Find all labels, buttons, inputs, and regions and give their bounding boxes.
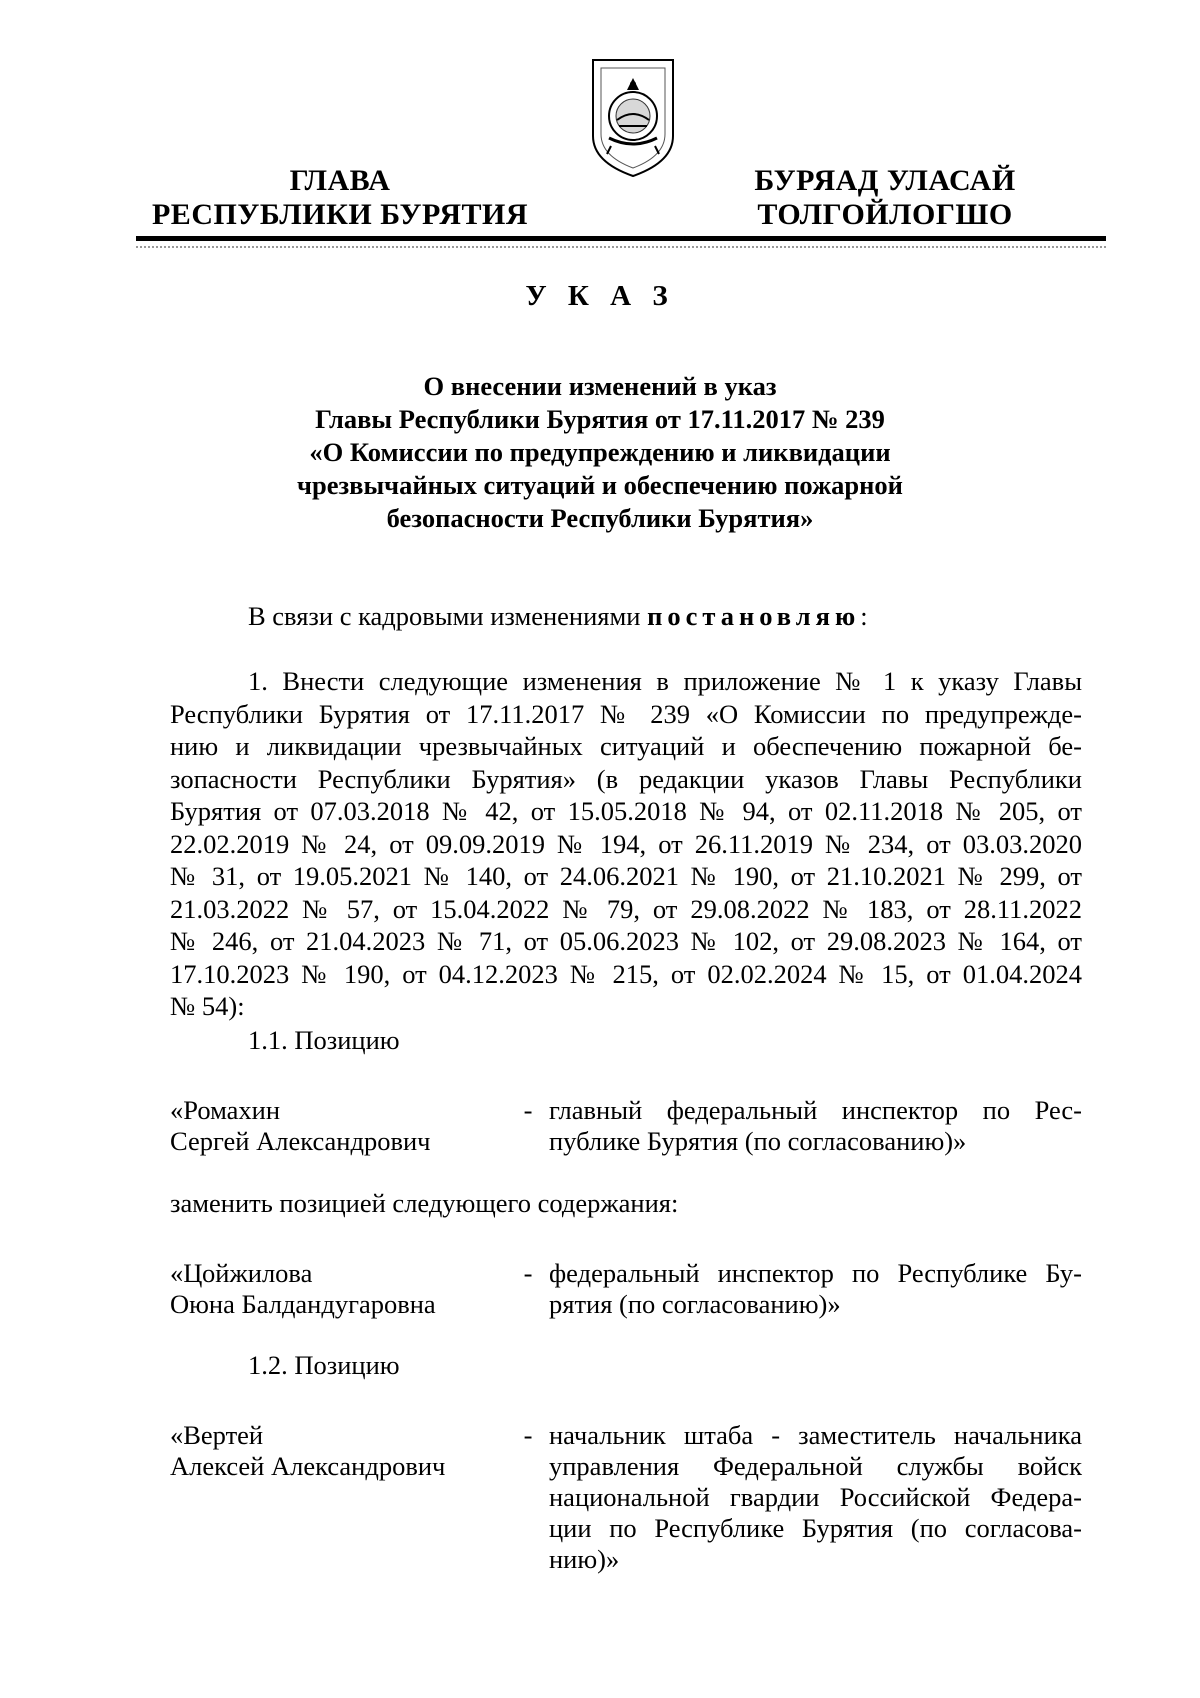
header-left — [140, 164, 540, 232]
position1-old-description — [549, 1095, 1082, 1157]
title-line: чрезвычайных ситуаций и обеспечению пожарной — [297, 470, 903, 500]
paragraph-line: 22.02.2019 № 24, от 09.09.2019 № 194, от 26.11.2019 № 234, от 03.03.2020 — [170, 828, 1082, 859]
paragraph-line: № 246, от 21.04.2023 № 71, от 05.06.2023 № 102, от 29.08.2023 № 164, от — [170, 926, 1082, 956]
position1-old-name — [170, 1095, 500, 1157]
subsection-1-2-label: 1.2. Позицию — [248, 1350, 400, 1380]
description-line: управления Федеральной службы войск — [549, 1451, 1082, 1481]
position2-old-dash: - — [523, 1420, 533, 1450]
paragraph-line: зопасности Республики Бурятия» (в редакции указов Главы Республики — [170, 763, 1082, 794]
position1-old-dash: - — [523, 1095, 533, 1125]
paragraph-line: Бурятия от 07.03.2018 № 42, от 15.05.2018 № 94, от 02.11.2018 № 205, от — [170, 796, 1082, 826]
name-line: Алексей Александрович — [170, 1451, 446, 1481]
title-line: О внесении изменений в указ — [423, 371, 777, 401]
header-right-line2: ТОЛГОЙЛОГШО — [757, 198, 1013, 231]
paragraph-line: 17.10.2023 № 190, от 04.12.2023 № 215, от 02.02.2024 № 15, от 01.04.2024 — [170, 958, 1082, 989]
paragraph-line: нию и ликвидации чрезвычайных ситуаций и обеспечению пожарной бе- — [170, 731, 1082, 761]
position2-old-name — [170, 1420, 500, 1482]
description-line: национальной гвардии Российской Федера- — [549, 1482, 1082, 1512]
preamble-emphasis: постановляю — [647, 601, 861, 631]
preamble — [248, 600, 868, 633]
preamble-end: : — [860, 601, 868, 631]
replace-instruction: заменить позицией следующего содержания: — [170, 1188, 679, 1218]
coat-of-arms-icon — [587, 54, 679, 180]
header-left-line2: РЕСПУБЛИКИ БУРЯТИЯ — [151, 198, 529, 231]
title-line: «О Комиссии по предупреждению и ликвидации — [309, 437, 891, 467]
paragraph-1 — [170, 665, 1082, 1023]
description-line: начальник штаба - заместитель начальника — [549, 1420, 1082, 1450]
subsection-1-1-label: 1.1. Позицию — [248, 1025, 400, 1055]
name-line: Оюна Балдандугаровна — [170, 1289, 436, 1319]
title-line: безопасности Республики Бурятия» — [386, 503, 814, 533]
description-line: главный федеральный инспектор по Рес- — [549, 1095, 1082, 1125]
paragraph-line: 21.03.2022 № 57, от 15.04.2022 № 79, от 29.08.2022 № 183, от 28.11.2022 — [170, 893, 1082, 924]
name-line: «Цойжилова — [170, 1258, 313, 1288]
header-divider-thin — [136, 246, 1106, 248]
document-title — [240, 370, 960, 535]
position1-new-name — [170, 1258, 500, 1320]
paragraph-line: № 54): — [170, 991, 245, 1021]
description-line: рятия (по согласованию)» — [549, 1289, 841, 1319]
paragraph-line: Республики Бурятия от 17.11.2017 № 239 «О Комиссии по предупрежде- — [170, 698, 1082, 729]
preamble-text: В связи с кадровыми изменениями — [248, 601, 648, 631]
description-line: федеральный инспектор по Республике Бу- — [549, 1258, 1082, 1288]
paragraph-line: № 31, от 19.05.2021 № 140, от 24.06.2021 № 190, от 21.10.2021 № 299, от — [170, 861, 1082, 891]
position2-old-description — [549, 1420, 1082, 1575]
header-right-line1: БУРЯАД УЛАСАЙ — [754, 164, 1016, 197]
header-divider-thick — [136, 236, 1106, 241]
position1-new-description — [549, 1258, 1082, 1320]
title-line: Главы Республики Бурятия от 17.11.2017 № 239 — [315, 404, 885, 434]
description-line: нию)» — [549, 1544, 620, 1574]
header-left-line1: ГЛАВА — [289, 164, 391, 197]
name-line: Сергей Александрович — [170, 1126, 431, 1156]
position1-new-dash: - — [523, 1258, 533, 1288]
description-line: ции по Республике Бурятия (по согласова- — [549, 1513, 1082, 1543]
header-right — [720, 164, 1050, 232]
name-line: «Вертей — [170, 1420, 264, 1450]
paragraph-line: 1. Внести следующие изменения в приложение № 1 к указу Главы — [248, 666, 1082, 696]
document-type: У К А З — [525, 280, 675, 312]
name-line: «Ромахин — [170, 1095, 281, 1125]
description-line: публике Бурятия (по согласованию)» — [549, 1126, 967, 1156]
